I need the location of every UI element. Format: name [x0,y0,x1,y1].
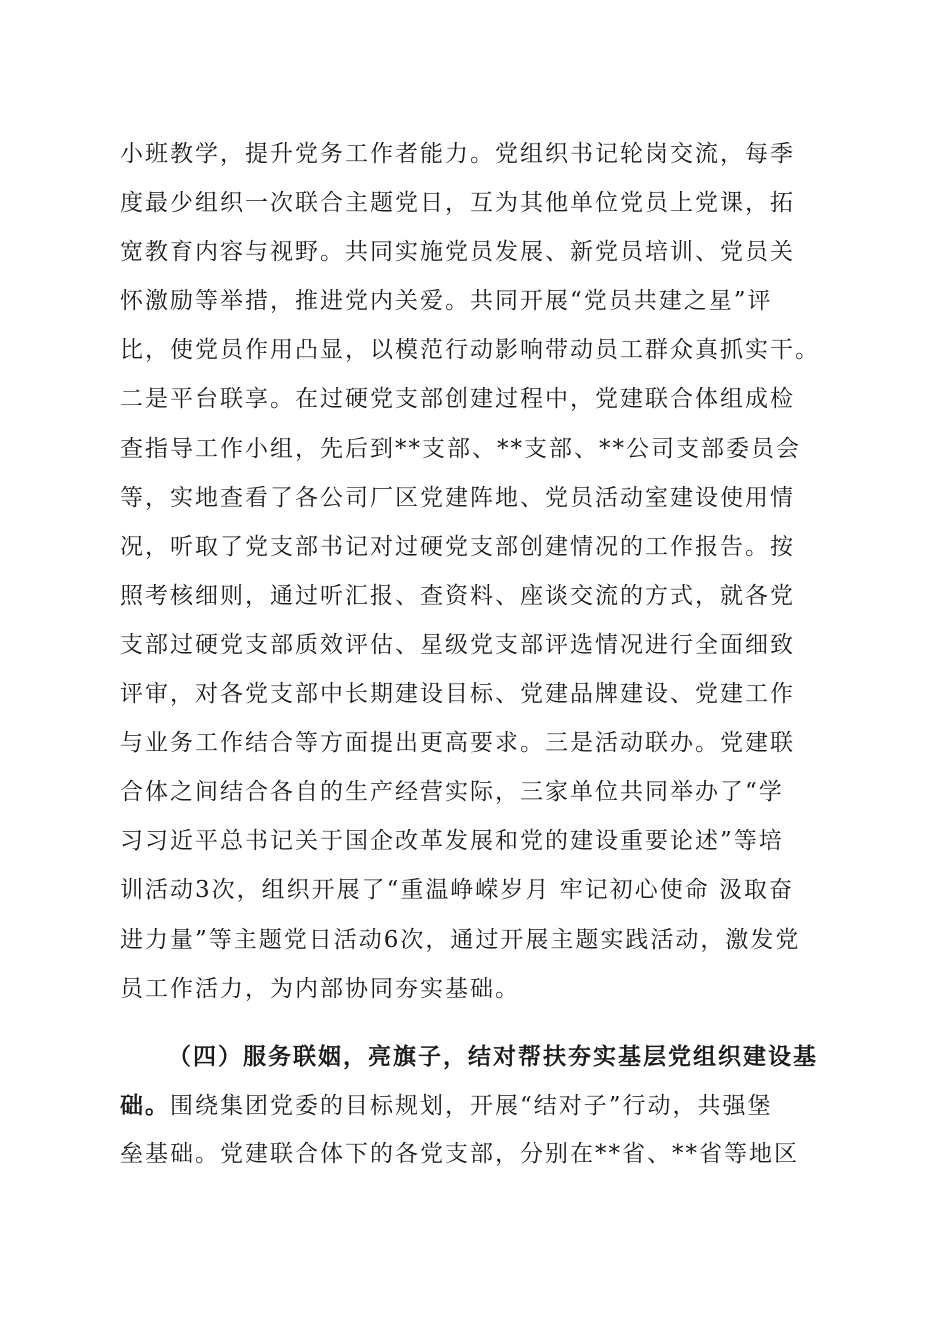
document-body [120,130,840,1179]
paragraph-line: 比，使党员作用凸显，以模范行动影响带动员工群众真抓实干。 [120,337,820,364]
paragraph-line: 二是平台联享。在过硬党支部创建过程中，党建联合体组成检 [120,386,795,413]
paragraph-line: 等，实地查看了各公司厂区党建阵地、党员活动室建设使用情 [120,484,795,511]
paragraph-line: 照考核细则，通过听汇报、查资料、座谈交流的方式，就各党 [120,582,795,609]
paragraph-line: 度最少组织一次联合主题党日，互为其他单位党员上党课，拓 [120,190,795,217]
paragraph-line: 评审，对各党支部中长期建设目标、党建品牌建设、党建工作 [120,681,795,708]
paragraph-line: 宽教育内容与视野。共同实施党员发展、新党员培训、党员关 [120,239,795,266]
paragraph-line: 支部过硬党支部质效评估、星级党支部评选情况进行全面细致 [120,631,795,658]
section-heading-end: 础。 [120,1091,170,1119]
paragraph-line: 员工作活力，为内部协同夯实基础。 [120,975,520,1002]
paragraph-line: 小班教学，提升党务工作者能力。党组织书记轮岗交流，每季 [120,141,795,167]
paragraph-line: 况，听取了党支部书记对过硬党支部创建情况的工作报告。按 [120,533,795,560]
paragraph-line: 与业务工作结合等方面提出更高要求。三是活动联办。党建联 [120,730,795,757]
paragraph-line: 习习近平总书记关于国企改革发展和党的建设重要论述”等培 [120,828,784,855]
paragraph-line: 怀激励等举措，推进党内关爱。共同开展“党员共建之星”评 [120,288,773,315]
paragraph-line: 进力量”等主题党日活动6次，通过开展主题实践活动，激发党 [120,926,801,953]
paragraph-spacer [120,1014,840,1032]
paragraph-text: 围绕集团党委的目标规划，开展“结对子”行动，共强堡 [170,1092,773,1119]
section-heading: （四）服务联姻，亮旗子，结对帮扶夯实基层党组织建设基 [168,1042,818,1070]
paragraph-line: 查指导工作小组，先后到**支部、**支部、**公司支部委员会 [120,435,801,462]
paragraph-line [120,1081,840,1130]
paragraph-line: 训活动3次，组织开展了“重温峥嵘岁月 牢记初心使命 汲取奋 [120,877,795,904]
paragraph-line: 垒基础。党建联合体下的各党支部，分别在**省、**省等地区 [120,1140,799,1167]
paragraph-line: 合体之间结合各自的生产经营实际，三家单位共同举办了“学 [120,779,784,806]
